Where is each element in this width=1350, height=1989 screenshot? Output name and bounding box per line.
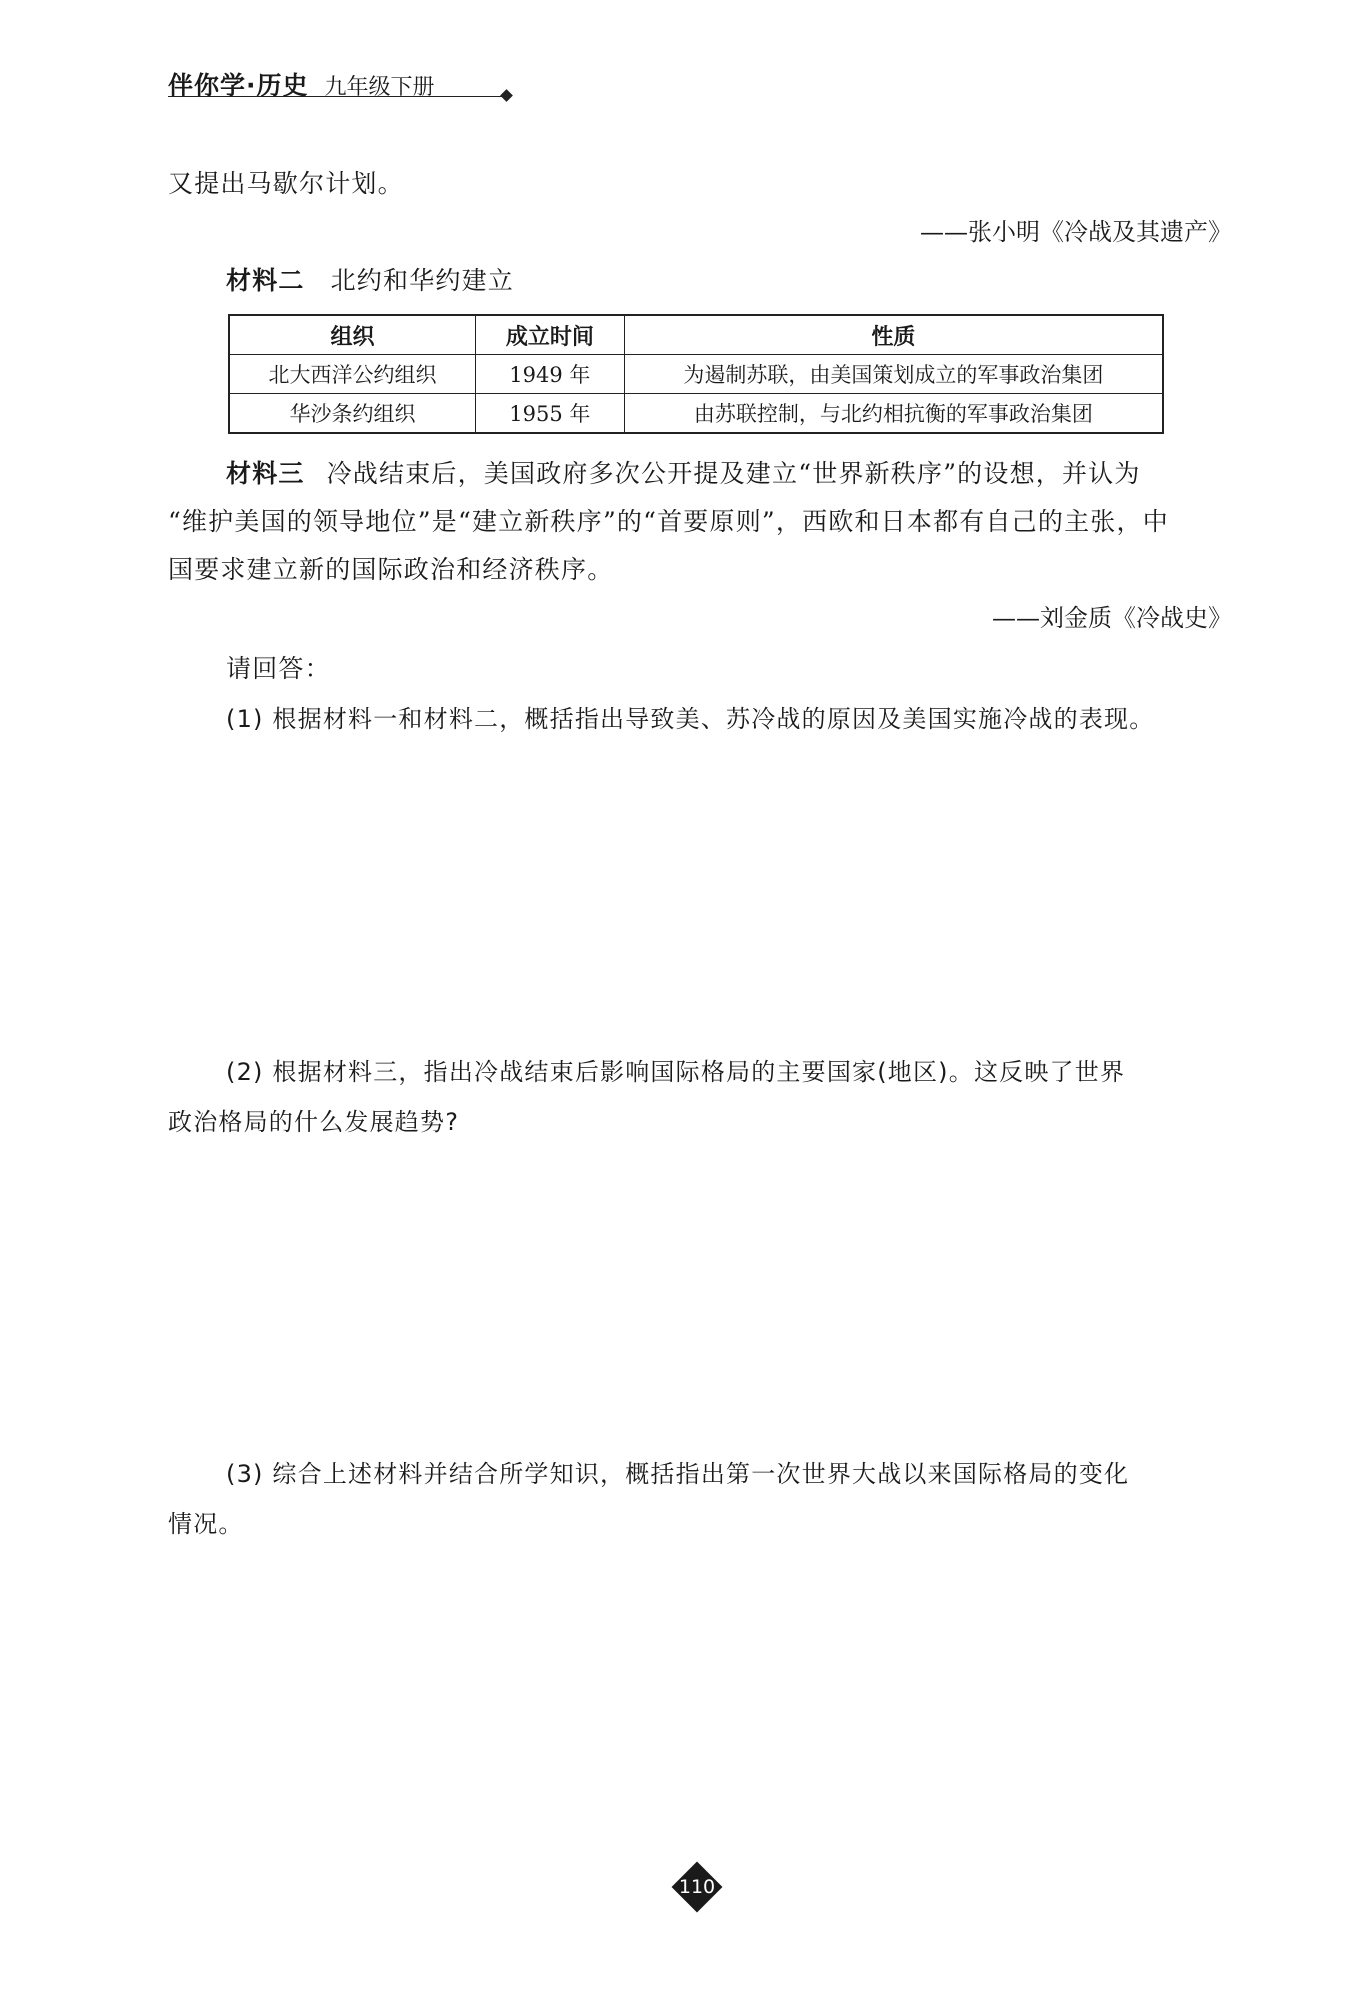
question-3-line-1: (3) 综合上述材料并结合所学知识，概括指出第一次世界大战以来国际格局的变化	[226, 1460, 1130, 1488]
material3-line-2: “维护美国的领导地位”是“建立新秩序”的“首要原则”，西欧和日本都有自己的主张，中	[168, 507, 1169, 536]
material2-label: 材料二	[226, 266, 305, 295]
grade-label: 九年级下册	[324, 75, 435, 100]
table-header-row	[229, 315, 1163, 355]
table-cell: 由苏联控制，与北约相抗衡的军事政治集团	[624, 394, 1163, 434]
question-2-line-2: 政治格局的什么发展趋势?	[168, 1108, 460, 1136]
table-row	[229, 355, 1163, 394]
material3-label: 材料三	[226, 459, 305, 488]
alliance-table	[228, 314, 1164, 434]
table-cell: 华沙条约组织	[229, 394, 475, 434]
material2-heading	[226, 257, 514, 305]
material1-tail-text: 又提出马歇尔计划。	[168, 169, 404, 198]
material1-source: ——张小明《冷战及其遗产》	[920, 218, 1232, 246]
table-header-cell: 性质	[624, 315, 1163, 355]
book-title: 伴你学·历史	[168, 71, 309, 100]
table-header-cell: 成立时间	[475, 315, 624, 355]
question-3-line-2: 情况。	[168, 1510, 244, 1538]
material3-line-1	[226, 450, 1141, 498]
question-1: (1) 根据材料一和材料二，概括指出导致美、苏冷战的原因及美国实施冷战的表现。	[226, 705, 1155, 733]
material3-line-3: 国要求建立新的国际政治和经济秩序。	[168, 555, 614, 584]
page-number-badge	[672, 1862, 722, 1912]
material3-source: ——刘金质《冷战史》	[992, 604, 1232, 632]
question-2-line-1: (2) 根据材料三，指出冷战结束后影响国际格局的主要国家(地区)。这反映了世界	[226, 1058, 1126, 1086]
page-number: 110	[678, 1876, 716, 1898]
table-cell: 1955 年	[475, 394, 624, 434]
table-cell: 北大西洋公约组织	[229, 355, 475, 394]
table-row	[229, 394, 1163, 434]
material2-title: 北约和华约建立	[330, 266, 515, 295]
question-prompt: 请回答：	[226, 654, 331, 683]
table-header-cell: 组织	[229, 315, 475, 355]
table-cell: 1949 年	[475, 355, 624, 394]
table-cell: 为遏制苏联，由美国策划成立的军事政治集团	[624, 355, 1163, 394]
running-header	[168, 66, 508, 106]
header-rule	[168, 96, 506, 97]
material3-text: 冷战结束后，美国政府多次公开提及建立“世界新秩序”的设想，并认为	[326, 459, 1141, 488]
